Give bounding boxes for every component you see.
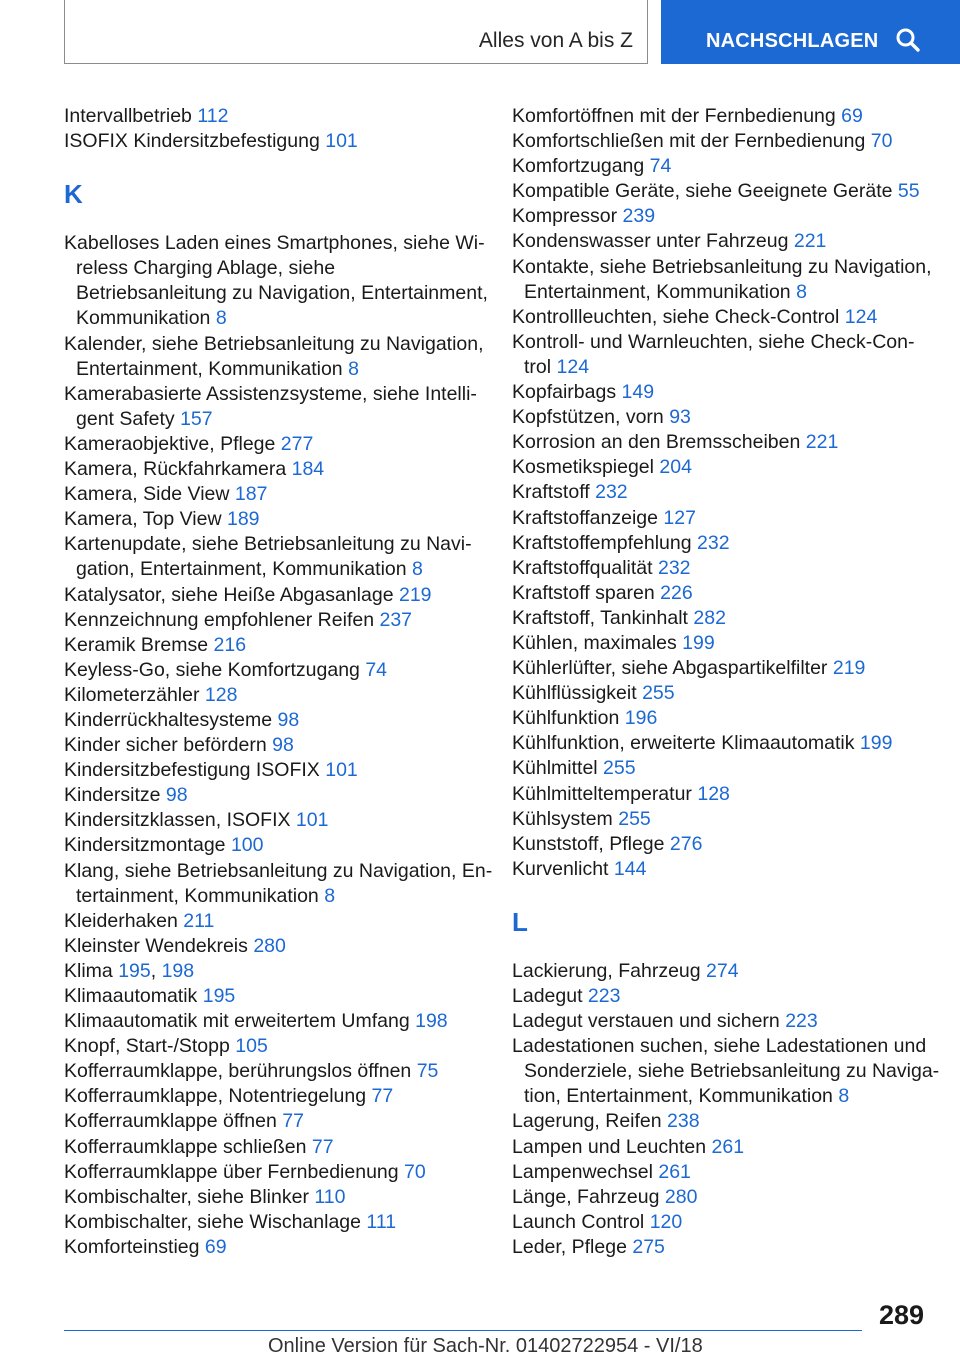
- page-link[interactable]: 149: [621, 381, 655, 404]
- index-term: Leder, Pflege: [512, 1235, 627, 1258]
- index-entry: [512, 1135, 932, 1160]
- index-term: Kofferraumklappe über Fernbedienung: [64, 1160, 399, 1183]
- page-link[interactable]: 275: [632, 1235, 665, 1258]
- page-link[interactable]: 77: [282, 1110, 304, 1133]
- page-link[interactable]: 100: [230, 834, 264, 857]
- index-term-line: trol: [524, 355, 552, 378]
- index-term: Kraftstoff sparen: [512, 581, 655, 604]
- page-link[interactable]: 128: [697, 782, 730, 805]
- index-term-line: Entertainment, Kommunikation: [524, 280, 791, 303]
- index-term-line: Sonderziele, siehe Betriebsanleitung zu Naviga-: [524, 1060, 940, 1083]
- page-link[interactable]: 221: [793, 230, 827, 253]
- page-link[interactable]: 101: [325, 759, 358, 782]
- index-term: Lampen und Leuchten: [512, 1135, 707, 1158]
- index-entry: [512, 204, 932, 229]
- page-link[interactable]: 282: [693, 606, 726, 629]
- index-term: Kondenswasser unter Fahrzeug: [512, 230, 789, 253]
- index-term: Kühlfunktion: [512, 707, 620, 730]
- index-entry: [512, 756, 932, 781]
- index-entry: [64, 1135, 484, 1160]
- index-entry: [64, 1109, 484, 1134]
- index-entry: [64, 532, 484, 582]
- index-entry: [512, 1034, 940, 1109]
- index-term: Kraftstoffempfehlung: [512, 531, 692, 554]
- page-link[interactable]: 226: [660, 581, 693, 604]
- index-entry: [64, 457, 484, 482]
- page-link[interactable]: 124: [556, 355, 590, 378]
- index-term: Kühlsystem: [512, 807, 613, 830]
- index-term: Intervallbetrieb: [64, 105, 192, 127]
- page-link[interactable]: 8: [324, 884, 336, 907]
- index-entry: [512, 1109, 932, 1134]
- page-link[interactable]: 211: [183, 909, 215, 932]
- index-column-left: [64, 104, 493, 1260]
- page-link[interactable]: 255: [642, 682, 675, 705]
- index-entry: [512, 832, 932, 857]
- index-term-line: Betriebsanleitung zu Navigation, Entertainment,: [76, 282, 488, 305]
- page-link[interactable]: 223: [785, 1010, 818, 1033]
- page-link[interactable]: 255: [603, 757, 636, 780]
- index-entry: [512, 731, 932, 756]
- page-link[interactable]: 157: [180, 407, 213, 430]
- index-term-line: Kontakte, siehe Betriebsanleitung zu Navigation,: [512, 255, 932, 278]
- page-link[interactable]: 189: [226, 508, 260, 531]
- page-link[interactable]: 111: [366, 1210, 397, 1233]
- index-entry: [512, 380, 932, 405]
- index-entry: [64, 708, 484, 733]
- index-term: Klima: [64, 959, 113, 982]
- index-entry: [512, 154, 932, 179]
- index-entry: [64, 633, 484, 658]
- index-term-line: Kamerabasierte Assistenzsysteme, siehe Intelli-: [64, 382, 477, 405]
- index-term: Launch Control: [512, 1210, 645, 1233]
- index-entry: [64, 482, 484, 507]
- index-entry: [512, 782, 932, 807]
- page-link[interactable]: 204: [659, 456, 692, 479]
- index-entry: [512, 129, 932, 154]
- footer-version: Online Version für Sach-Nr. 01402722954 - VI/18: [268, 1335, 703, 1357]
- index-term-line: gent Safety: [76, 407, 175, 430]
- index-term: Lagerung, Reifen: [512, 1110, 662, 1133]
- index-entry: [512, 229, 932, 254]
- page-link[interactable]: 101: [325, 130, 358, 153]
- index-entry: [64, 1185, 484, 1210]
- index-term: Komfortzugang: [512, 155, 645, 178]
- index-term: Keramik Bremse: [64, 633, 209, 656]
- index-entry: [512, 255, 932, 305]
- page-link[interactable]: 55: [897, 180, 920, 203]
- index-entry: [64, 658, 484, 683]
- page-link[interactable]: 8: [796, 280, 807, 303]
- index-entry: [512, 305, 932, 330]
- page-link[interactable]: 98: [272, 734, 294, 757]
- page-link[interactable]: 69: [841, 105, 863, 127]
- page-link[interactable]: 198: [415, 1010, 448, 1033]
- index-entry: [64, 1160, 484, 1185]
- page-link[interactable]: 8: [348, 357, 359, 380]
- index-term: Kinder sicher befördern: [64, 734, 267, 757]
- index-entry: [512, 631, 932, 656]
- index-entry: [64, 859, 493, 909]
- page-link[interactable]: 144: [613, 857, 647, 880]
- page-link[interactable]: 70: [870, 130, 893, 153]
- index-entry: [512, 104, 932, 129]
- page-link[interactable]: 184: [291, 458, 325, 481]
- index-term: Kompatible Geräte, siehe Geeignete Geräte: [512, 180, 893, 203]
- index-term-line: Kalender, siehe Betriebsanleitung zu Navigation,: [64, 332, 484, 355]
- index-entry: [512, 330, 932, 380]
- page-link[interactable]: 195: [118, 959, 151, 982]
- index-term: Kunststoff, Pflege: [512, 832, 665, 855]
- footer-divider: [64, 1330, 862, 1331]
- index-term: Komforteinstieg: [64, 1235, 200, 1258]
- page-link[interactable]: 219: [832, 657, 866, 680]
- index-term: Korrosion an den Bremsscheiben: [512, 431, 801, 454]
- index-term: Kennzeichnung empfohlener Reifen: [64, 608, 375, 631]
- page-link[interactable]: 261: [658, 1160, 691, 1183]
- section-title: Alles von A bis Z: [478, 29, 633, 52]
- index-term: Kühlmitteltemperatur: [512, 782, 692, 805]
- index-entry: [64, 934, 484, 959]
- index-entry: [512, 984, 932, 1009]
- index-entry: [512, 1210, 932, 1235]
- index-entry: [64, 583, 484, 608]
- page-link[interactable]: 219: [398, 583, 432, 606]
- index-entry: [64, 432, 484, 457]
- index-entry: [64, 1034, 484, 1059]
- page-link[interactable]: 98: [277, 708, 300, 731]
- index-term: Kompressor: [512, 205, 618, 228]
- index-term: Kopfairbags: [512, 381, 617, 404]
- page-link[interactable]: 238: [667, 1110, 700, 1133]
- index-entry: [512, 581, 932, 606]
- page-link[interactable]: 74: [365, 658, 388, 681]
- index-term: Kraftstoffanzeige: [512, 506, 658, 529]
- index-term: Kleiderhaken: [64, 909, 178, 932]
- index-entry: [64, 1009, 484, 1034]
- index-entry: [512, 1185, 932, 1210]
- index-term: Kombischalter, siehe Wischanlage: [64, 1210, 361, 1233]
- index-term-line: tertainment, Kommunikation: [76, 884, 319, 907]
- index-term: Kontrollleuchten, siehe Check-Control: [512, 305, 840, 328]
- index-entry: [64, 231, 488, 331]
- search-icon[interactable]: [895, 27, 921, 53]
- page-link[interactable]: 223: [587, 985, 621, 1007]
- index-term: Kofferraumklappe, Notentriegelung: [64, 1085, 367, 1108]
- index-term: Ladegut: [512, 985, 583, 1007]
- page-link[interactable]: 98: [165, 784, 188, 807]
- index-entry: [512, 455, 932, 480]
- nachschlagen-tab[interactable]: [661, 0, 960, 64]
- index-term: Klimaautomatik: [64, 985, 198, 1007]
- index-term: Kilometerzähler: [64, 683, 200, 706]
- index-entry: [512, 179, 932, 204]
- index-term: Kofferraumklappe, berührungslos öffnen: [64, 1060, 412, 1083]
- index-term-line: tion, Entertainment, Kommunikation: [524, 1085, 833, 1108]
- page-link[interactable]: 199: [859, 732, 893, 755]
- page-link[interactable]: 216: [213, 633, 247, 656]
- index-term: Kühlflüssigkeit: [512, 682, 637, 705]
- index-entry: [512, 681, 932, 706]
- page-link[interactable]: 8: [215, 307, 227, 330]
- page-link[interactable]: 221: [805, 431, 839, 454]
- index-term: Kinderrückhaltesysteme: [64, 708, 273, 731]
- index-term-line: Entertainment, Kommunikation: [76, 357, 343, 380]
- page-link[interactable]: 199: [682, 631, 715, 654]
- page-link[interactable]: 127: [663, 506, 696, 529]
- index-entry: [64, 984, 484, 1009]
- page-link[interactable]: 8: [412, 558, 423, 581]
- index-term: Ladegut verstauen und sichern: [512, 1010, 780, 1033]
- page-link[interactable]: 112: [197, 105, 229, 127]
- index-term-line: Ladestationen suchen, siehe Ladestationen und: [512, 1035, 927, 1058]
- page-link[interactable]: 77: [311, 1135, 334, 1158]
- page-link[interactable]: 239: [622, 205, 656, 228]
- index-entry: [64, 507, 484, 532]
- index-term: Kraftstoffqualität: [512, 556, 653, 579]
- index-term: Kühlmittel: [512, 757, 598, 780]
- page-link[interactable]: 8: [838, 1085, 850, 1108]
- page-link[interactable]: 280: [664, 1185, 698, 1208]
- index-entry: [512, 807, 932, 832]
- page-number: 289: [878, 1300, 924, 1330]
- page-link[interactable]: 93: [669, 406, 691, 429]
- index-entry: [64, 758, 484, 783]
- index-column-right: [512, 104, 940, 1260]
- index-term-line: gation, Entertainment, Kommunikation: [76, 558, 407, 581]
- page-link[interactable]: 277: [280, 432, 314, 455]
- index-term: Kühlen, maximales: [512, 631, 677, 654]
- page-link[interactable]: 105: [235, 1035, 268, 1058]
- index-entry: [512, 706, 932, 731]
- index-entry: [512, 480, 932, 505]
- index-entry: [512, 556, 932, 581]
- page-link[interactable]: 232: [657, 556, 691, 579]
- index-term: Länge, Fahrzeug: [512, 1185, 660, 1208]
- index-entry: [512, 656, 932, 681]
- index-entry: [512, 405, 932, 430]
- index-term: Kamera, Side View: [64, 483, 230, 506]
- index-entry: [512, 606, 932, 631]
- index-entry: [64, 382, 484, 432]
- index-entry: [512, 959, 932, 984]
- index-entry: [512, 1009, 932, 1034]
- page-link[interactable]: 255: [618, 807, 651, 830]
- index-term-line: Kartenupdate, siehe Betriebsanleitung zu Navi-: [64, 533, 472, 556]
- index-entry: [64, 733, 484, 758]
- index-term: Kurvenlicht: [512, 857, 609, 880]
- index-term: Lackierung, Fahrzeug: [512, 959, 701, 982]
- index-term: Komfortöffnen mit der Fernbedienung: [512, 105, 836, 127]
- page-link[interactable]: 70: [404, 1160, 426, 1183]
- page-link[interactable]: 261: [711, 1135, 745, 1158]
- page-link[interactable]: 196: [624, 707, 658, 730]
- index-term-line: Klang, siehe Betriebsanleitung zu Navigation, En-: [64, 859, 493, 882]
- page-link[interactable]: 120: [649, 1210, 683, 1233]
- index-term: Kindersitzbefestigung ISOFIX: [64, 759, 320, 782]
- page-link[interactable]: 74: [649, 155, 672, 178]
- page-link[interactable]: 128: [204, 683, 238, 706]
- index-term: Komfortschließen mit der Fernbedienung: [512, 130, 866, 153]
- index-term: Kopfstützen, vorn: [512, 406, 664, 429]
- index-entry: [64, 909, 484, 934]
- index-term: Kameraobjektive, Pflege: [64, 432, 276, 455]
- index-term: Katalysator, siehe Heiße Abgasanlage: [64, 583, 394, 606]
- index-term: Kamera, Rückfahrkamera: [64, 458, 287, 481]
- page-link[interactable]: 232: [595, 481, 628, 504]
- index-term: Kraftstoff, Tankinhalt: [512, 606, 688, 629]
- index-term: Kombischalter, siehe Blinker: [64, 1185, 309, 1208]
- index-entry: [64, 833, 484, 858]
- page-link[interactable]: 77: [371, 1085, 394, 1108]
- index-letter-heading: K: [64, 179, 83, 210]
- index-entry: [512, 430, 932, 455]
- page-link[interactable]: 274: [706, 959, 739, 982]
- index-entry: [512, 531, 932, 556]
- page-link[interactable]: 195: [202, 985, 236, 1007]
- page-link[interactable]: 237: [379, 608, 413, 631]
- index-term: Kindersitze: [64, 784, 161, 807]
- index-term-line: Kommunikation: [76, 307, 211, 330]
- index-term: Lampenwechsel: [512, 1160, 653, 1183]
- index-term-line: Kabelloses Laden eines Smartphones, siehe Wi-: [64, 232, 485, 255]
- index-term: Kraftstoff: [512, 481, 590, 504]
- index-entry: [512, 1160, 932, 1185]
- header-section-tab[interactable]: [64, 0, 648, 64]
- index-letter-heading: L: [512, 906, 528, 937]
- index-term: Klimaautomatik mit erweitertem Umfang: [64, 1010, 410, 1033]
- page-link[interactable]: 124: [844, 305, 878, 328]
- index-entry: [64, 783, 484, 808]
- index-entry: [512, 857, 932, 882]
- index-term: Kindersitzklassen, ISOFIX: [64, 809, 291, 832]
- index-term: Kofferraumklappe öffnen: [64, 1110, 277, 1133]
- index-entry: Klima 195, 198: [64, 959, 195, 982]
- page-link[interactable]: 75: [416, 1060, 439, 1083]
- page-link[interactable]: 69: [204, 1235, 227, 1258]
- index-term: Keyless-Go, siehe Komfortzugang: [64, 658, 360, 681]
- page-link[interactable]: 187: [234, 483, 268, 506]
- index-term: Kamera, Top View: [64, 508, 222, 531]
- index-term-line: reless Charging Ablage, siehe: [76, 257, 336, 280]
- page-link[interactable]: 276: [669, 832, 703, 855]
- index-entry: [64, 1235, 484, 1260]
- index-term: Kühlfunktion, erweiterte Klimaautomatik: [512, 732, 855, 755]
- index-entry: [64, 608, 484, 633]
- index-entry: [64, 332, 484, 382]
- index-term: Kleinster Wendekreis: [64, 934, 248, 957]
- index-term-line: Kontroll- und Warnleuchten, siehe Check-Con-: [512, 330, 915, 353]
- page-link[interactable]: 198: [161, 959, 195, 982]
- page-link[interactable]: 101: [295, 809, 329, 832]
- index-entry: [64, 1059, 484, 1084]
- page-link[interactable]: 232: [697, 531, 730, 554]
- index-term: Kühlerlüfter, siehe Abgaspartikelfilter: [512, 657, 828, 680]
- index-entry: [64, 683, 484, 708]
- page-link[interactable]: 110: [314, 1185, 346, 1208]
- index-term: Knopf, Start-/Stopp: [64, 1035, 230, 1058]
- index-term: Kindersitzmontage: [64, 834, 226, 857]
- index-entry: [512, 506, 932, 531]
- index-entry: [64, 104, 484, 129]
- index-entry: [64, 1210, 484, 1235]
- index-term: Kosmetikspiegel: [512, 456, 654, 479]
- index-term: ISOFIX Kindersitzbefestigung: [64, 130, 320, 153]
- index-entry: [512, 1235, 932, 1260]
- index-term: Kofferraumklappe schließen: [64, 1135, 307, 1158]
- index-entry: [64, 129, 484, 154]
- index-entry: [64, 1084, 484, 1109]
- index-entry: [64, 808, 484, 833]
- page-link[interactable]: 280: [253, 934, 286, 957]
- nachschlagen-label: NACHSCHLAGEN: [706, 30, 879, 52]
